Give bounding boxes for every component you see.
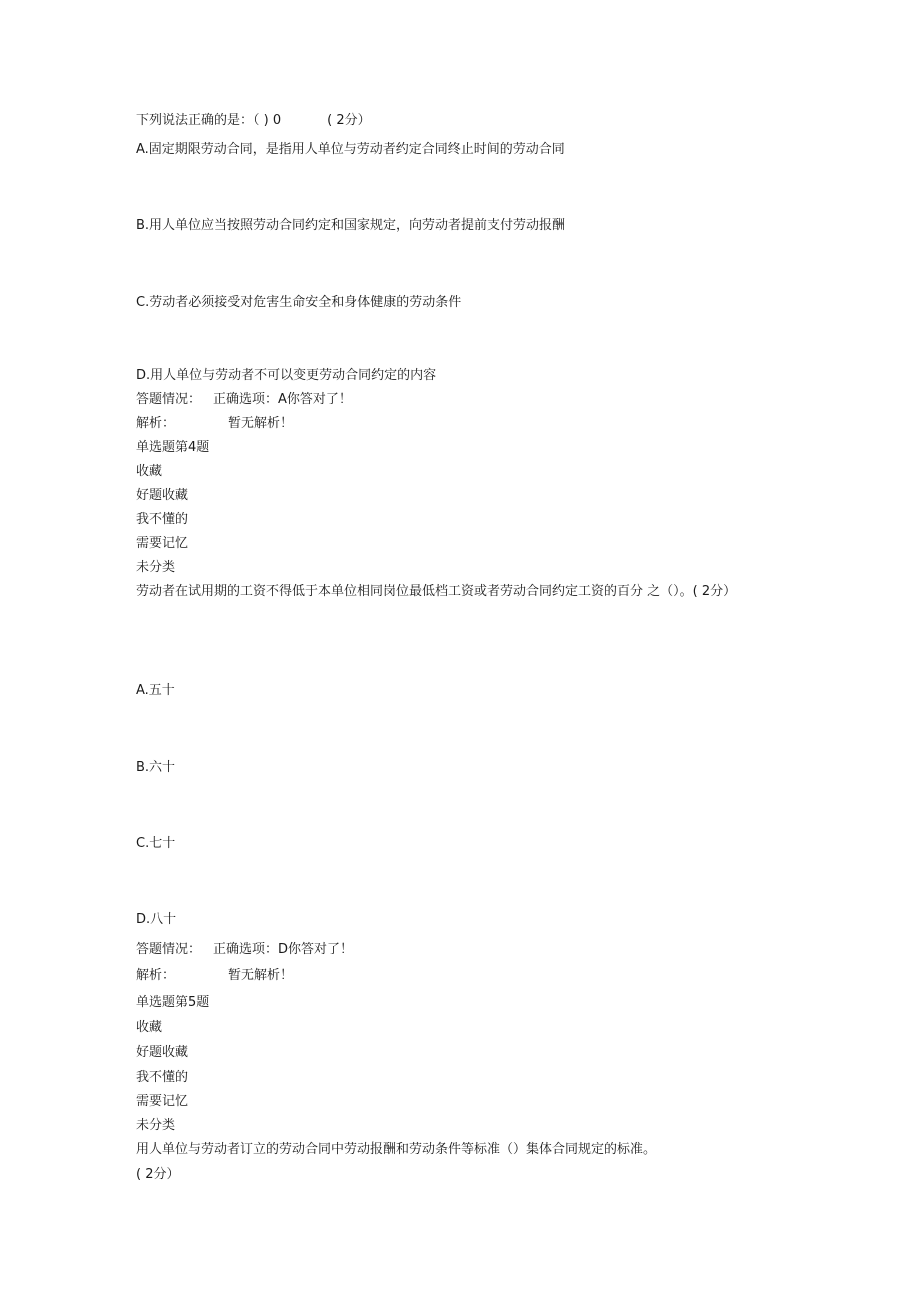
q3-option-b[interactable]: B.用人单位应当按照劳动合同约定和国家规定，向劳动者提前支付劳动报酬: [136, 218, 566, 233]
q3-option-a[interactable]: A.固定期限劳动合同，是指用人单位与劳动者约定合同终止时间的劳动合同: [136, 142, 565, 157]
q4-tag-need-memorize[interactable]: 需要记忆: [136, 536, 189, 551]
q4-analysis-value: 暂无解析！: [228, 968, 294, 983]
q3-analysis-label: 解析：: [136, 416, 176, 431]
q3-stem: 下列说法正确的是：（ ) 0: [136, 113, 282, 128]
q4-answer-row: [136, 941, 353, 959]
q5-stem: 用人单位与劳动者订立的劳动合同中劳动报酬和劳动条件等标准（）集体合同规定的标准。: [136, 1142, 657, 1157]
q3-answer-value: 正确选项：A你答对了！: [213, 392, 352, 407]
q3-option-c[interactable]: C.劳动者必须接受对危害生命安全和身体健康的劳动条件: [136, 295, 462, 310]
q3-answer-label: 答题情况：: [136, 392, 202, 407]
q4-answer-value: 正确选项：D你答对了！: [213, 942, 354, 957]
q3-analysis-row: [136, 415, 293, 433]
q4-tag-dont-understand[interactable]: 我不懂的: [136, 512, 189, 527]
q4-stem: 劳动者在试用期的工资不得低于本单位相同岗位最低档工资或者劳动合同约定工资的百分 之（）。( 2分）: [136, 584, 737, 599]
q4-tag-uncategorized[interactable]: 未分类: [136, 560, 176, 575]
q3-option-d[interactable]: D.用人单位与劳动者不可以变更劳动合同约定的内容: [136, 368, 437, 383]
q3-score: ( 2分）: [327, 113, 371, 128]
q5-tag-favorite[interactable]: 收藏: [136, 1020, 163, 1035]
q4-option-c[interactable]: C.七十: [136, 836, 176, 851]
q5-tag-uncategorized[interactable]: 未分类: [136, 1118, 176, 1133]
q4-analysis-row: [136, 967, 293, 985]
q4-title: 单选题第4题: [136, 440, 210, 455]
q4-option-d[interactable]: D.八十: [136, 912, 177, 927]
q3-stem-row: [136, 112, 371, 130]
q5-tag-need-memorize[interactable]: 需要记忆: [136, 1094, 189, 1109]
q4-answer-label: 答题情况：: [136, 942, 202, 957]
q4-analysis-label: 解析：: [136, 968, 176, 983]
q4-option-b[interactable]: B.六十: [136, 760, 176, 775]
q5-title: 单选题第5题: [136, 995, 210, 1010]
q3-analysis-value: 暂无解析！: [228, 416, 294, 431]
q5-tag-good-question[interactable]: 好题收藏: [136, 1045, 189, 1060]
q4-tag-favorite[interactable]: 收藏: [136, 464, 163, 479]
q5-tag-dont-understand[interactable]: 我不懂的: [136, 1070, 189, 1085]
q5-score: ( 2分）: [136, 1167, 180, 1182]
q3-answer-row: [136, 391, 352, 409]
q4-tag-good-question[interactable]: 好题收藏: [136, 488, 189, 503]
q4-option-a[interactable]: A.五十: [136, 683, 175, 698]
